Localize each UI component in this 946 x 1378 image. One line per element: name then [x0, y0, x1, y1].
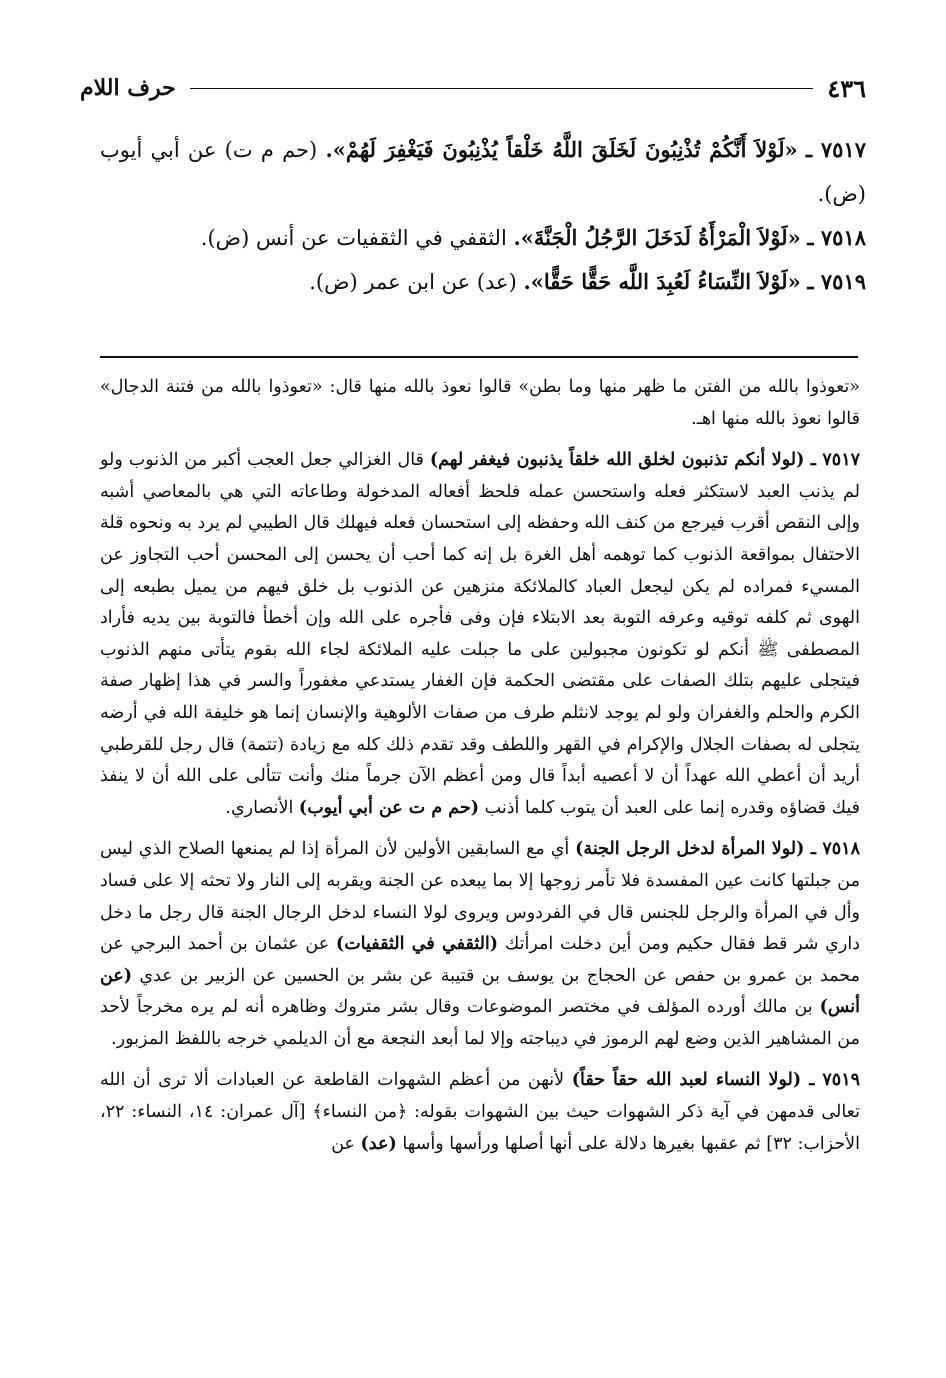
commentary-source: (الثقفي في الثقفيات): [335, 934, 499, 955]
commentary-source: (عن أنس): [100, 965, 860, 1018]
header-rule: [190, 88, 814, 89]
hadith-number: ٧٥١٩ ـ: [807, 269, 866, 294]
hadith-number: ٧٥١٧ ـ: [805, 137, 866, 162]
footnote-separator: [100, 356, 858, 358]
commentary-lead: ٧٥١٨ ـ (لولا المرأة لدخل الرجل الجنة): [575, 839, 860, 860]
hadith-source: الثقفي في الثقفيات عن أنس (ض).: [200, 226, 507, 250]
commentary-source: (عد): [360, 1133, 397, 1154]
commentary-tail: بن مالك أورده المؤلف في مختصر الموضوعات وقال بشر متروك وظاهره أنه لم يره مخرجاً لأحد من المشاهير الذين وضع لهم الرموز في ديباجته وإلا لما أبعد النجعة مع أن الديلمي خرجه باللفظ المزبور.: [100, 997, 860, 1049]
commentary-isnad: عن عثمان بن أحمد البرجي عن محمد بن عمرو بن حفص عن الحجاج بن يوسف بن قتيبة عن بشر بن الحسين عن الزبير بن عدي: [100, 934, 860, 986]
hadith-number: ٧٥١٨ ـ: [807, 225, 866, 250]
commentary-body: لأنهن من أعظم الشهوات القاطعة عن العبادات ألا ترى أن الله تعالى قدمهن في آية ذكر الشهوات حيث بين الشهوات بقوله: ﴿من النساء﴾ [آل عمران: ١٤، النساء: ٢٢، الأحزاب: ٣٢] ثم عقبها بغيرها دلالة على أنها أصلها ورأسها وأسها: [100, 1070, 860, 1154]
commentary: [100, 372, 860, 1160]
hadith-text: «لَوْلاَ النِّسَاءُ لَعُبِدَ اللَّه حَقًّا حَقًّا».: [523, 269, 801, 294]
hadith-source: (عد) عن ابن عمر (ض).: [309, 270, 517, 294]
commentary-tail: عن: [331, 1133, 355, 1154]
hadith-text: «لَوْلاَ أَنَّكُمْ تُذْنِبُونَ لَخَلَقَ اللَّهُ خَلْقاً يُذْنِبُونَ فَيَغْفِرَ لَهُمْ».: [325, 137, 798, 162]
hadith-text: «لَوْلاَ الْمَرْأَةُ لَدَخَلَ الرَّجُلُ الْجَنَّةَ».: [513, 225, 801, 250]
commentary-7518: [100, 834, 860, 1055]
commentary-tail: الأنصاري.: [225, 797, 294, 818]
hadith-7518: [100, 216, 866, 260]
hadith-source: (حم م ت) عن أبي أيوب (ض).: [100, 138, 866, 206]
running-header: [80, 70, 866, 106]
page-number: ٤٣٦: [827, 73, 866, 103]
commentary-source: (حم م ت عن أبي أيوب): [298, 797, 480, 818]
commentary-body: أي مع السابقين الأولين لأن المرأة إذا لم يمنعها الصلاح الذي ليس من جبلتها كانت عين المفسدة فلا تأمر زوجها إلا بما يبعده عن الجنة ويقربه إلى النار ولا تحثه إلا على فساد وأل في المرأة والرجل للجنس قال في الفردوس ويروى لولا النساء لدخل الرجال الجنة قال رجل ما دخل داري شر قط فقال حكيم ومن أين دخلت امرأتك: [100, 839, 860, 955]
commentary-lead: ٧٥١٩ ـ (لولا النساء لعبد الله حقاً حقاً): [571, 1070, 860, 1091]
commentary-7517: [100, 445, 860, 824]
commentary-body: قال الغزالي جعل العجب أكبر من الذنوب ولو لم يذنب العبد لاستكثر فعله واستحسن عمله فلحظ أفعاله المدخولة وطاعاته التي هي بالمعاصي أشبه وإلى النقص أقرب فيرجع من كنف الله وحفظه إلى استحسان فعله فيهلك قال الطيبي لم يرد به ونحوه قلة الاحتفال بمواقعة الذنوب كما توهمه أهل الغرة بل إنه كما أحب أن يحسن إلى المحسن أحب التجاوز عن المسيء فمراده لم يكن ليجعل العباد كالملائكة منزهين عن الذنوب بل خلق فيهم من يميل بطبعه إلى الهوى ثم كلفه توقيه وعرفه التوبة بعد الابتلاء فإن وفى فأجره على الله وإن أخطأ فالتوبة بين يديه فأراد المصطفى ﷺ أنكم لو تكونون مجبولين على ما جبلت عليه الملائكة لجاء الله بقوم يتأتى منهم الذنوب فيتجلى عليهم بتلك الصفات على مقتضى الحكمة فإن الغفار يستدعي مغفوراً والسر في هذا إظهار صفة الكرم والحلم والغفران ولو لم يوجد لانثلم طرف من صفات الألوهية والإنسان إنما هو خليفة الله في أرضه يتجلى له بصفات الجلال والإكرام في القهر واللطف وقد تقدم ذلك كله مع زيادة (تتمة) قال رجل للقرطبي أريد أن أعطي الله عهداً أن لا أعصيه أبداً قال ومن أعظم الآن جرماً منك وأنت تتألى على الله أن لا ينفذ فيك قضاؤه وقدره إنما على العبد أن يتوب كلما أذنب: [100, 450, 860, 818]
commentary-7519: [100, 1065, 860, 1160]
commentary-lead: ٧٥١٧ ـ (لولا أنكم تذنبون لخلق الله خلقاً يذنبون فيغفر لهم): [429, 450, 860, 471]
hadith-7517: [100, 128, 866, 216]
chapter-title: حرف اللام: [80, 75, 176, 101]
hadith-7519: [100, 260, 866, 304]
commentary-intro: «تعوذوا بالله من الفتن ما ظهر منها وما بطن» قالوا نعوذ بالله منها قال: «تعوذوا بالله من فتنة الدجال» قالوا نعوذ بالله منها اهـ.: [100, 377, 860, 429]
hadith-texts: [100, 128, 866, 304]
